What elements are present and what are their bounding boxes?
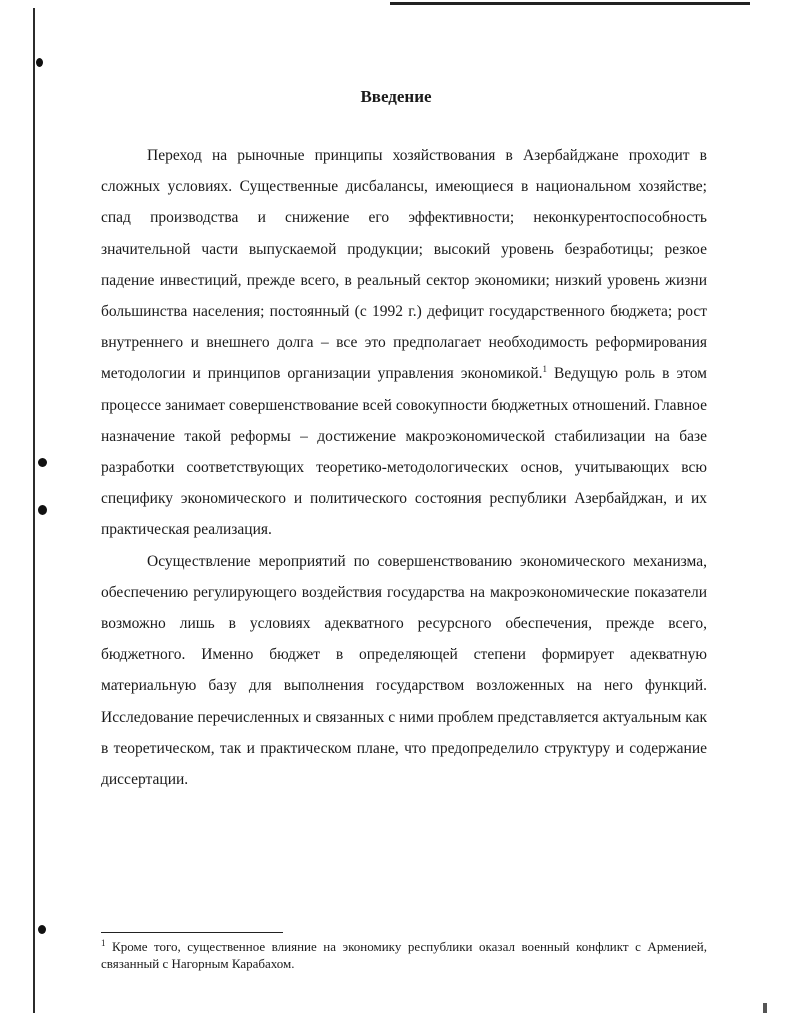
- page-title: Введение: [360, 87, 432, 106]
- scan-left-edge: [33, 8, 35, 1013]
- scan-top-bar: [390, 2, 750, 5]
- footnote-text: Кроме того, существенное влияние на экономику республики оказал военный конфликт с Арменией, связанный с Нагорным Карабахом.: [101, 939, 708, 971]
- scan-hole-mark: [38, 458, 47, 467]
- paragraph-text: Переход на рыночные принципы хозяйствования в Азербайджане проходит в сложных условиях. Существенные дисбалансы, имеющиеся в национальном хозяйстве; спад производства и снижение его эффективности; неконкурентоспособность значительной части выпускаемой продукции; высокий уровень безработицы; резкое падение инвестиций, прежде всего, в реальный сектор экономики; низкий уровень жизни большинства населения; постоянный (с 1992 г.) дефицит государственного бюджета; рост внутреннего и внешнего долга – все это предполагает необходимость реформирования методологии и принципов организации управления экономикой.: [101, 147, 707, 383]
- scan-hole-mark: [36, 58, 43, 67]
- footnote: [101, 938, 707, 972]
- footnote-separator: [101, 932, 283, 933]
- document-body: [101, 140, 707, 795]
- paragraph: [101, 140, 707, 546]
- footnote-number: 1: [101, 938, 106, 948]
- paragraph: Осуществление мероприятий по совершенствованию экономического механизма, обеспечению регулирующего воздействия государства на макроэкономические показатели возможно лишь в условиях адекватного ресурсного обеспечения, прежде всего, бюджетного. Именно бюджет в определяющей степени формирует адекватную материальную базу для выполнения государством возложенных на него функций. Исследование перечисленных и связанных с ними проблем представляется актуальным как в теоретическом, так и практическом плане, что предопределило структуру и содержание диссертации.: [101, 552, 707, 789]
- scan-hole-mark: [38, 925, 46, 934]
- scan-corner-mark: [763, 1003, 767, 1013]
- footnote-reference[interactable]: 1: [542, 364, 548, 375]
- paragraph-text: Ведущую роль в этом процессе занимает совершенствование всей совокупности бюджетных отношений. Главное назначение такой реформы – достижение макроэкономической стабилизации на базе разработки соответствующих теоретико-методологических основ, учитывающих всю специфику экономического и политического состояния республики Азербайджан, и их практическая реализация.: [101, 365, 707, 539]
- scan-hole-mark: [38, 505, 47, 515]
